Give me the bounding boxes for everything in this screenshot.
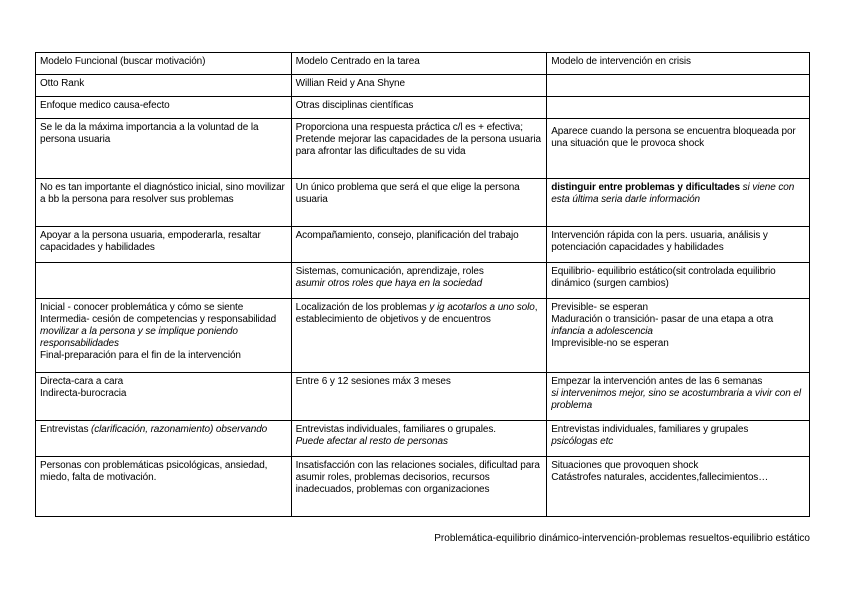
table-cell: Enfoque medico causa-efecto bbox=[36, 97, 292, 119]
cell-line: Indirecta-burocracia bbox=[40, 388, 127, 399]
table-row bbox=[36, 263, 810, 299]
table-row bbox=[36, 457, 810, 517]
plain-text: Localización de los problemas bbox=[295, 302, 430, 313]
table-cell bbox=[36, 421, 292, 457]
cell-line: Entrevistas individuales, familiares o grupales. bbox=[295, 424, 496, 435]
table-row bbox=[36, 97, 810, 119]
italic-text: psicólogas etc bbox=[551, 436, 614, 447]
table-cell: Se le da la máxima importancia a la voluntad de la persona usuaria bbox=[36, 119, 292, 179]
table-cell bbox=[291, 299, 547, 373]
cell-line: Imprevisible-no se esperan bbox=[551, 338, 669, 349]
table-row bbox=[36, 75, 810, 97]
comparison-table bbox=[35, 52, 810, 517]
table-row bbox=[36, 227, 810, 263]
table-cell bbox=[547, 299, 810, 373]
table-row bbox=[36, 53, 810, 75]
cell-line: Situaciones que provoquen shock bbox=[551, 460, 699, 471]
italic-text: Puede afectar al resto de personas bbox=[295, 436, 448, 447]
bold-text: distinguir entre problemas y dificultades bbox=[551, 182, 740, 193]
table-cell bbox=[547, 97, 810, 119]
cell-line bbox=[40, 314, 287, 350]
header-cell-crisis: Modelo de intervención en crisis bbox=[547, 53, 810, 75]
plain-text: Maduración o transición- pasar de una etapa a otra bbox=[551, 314, 774, 325]
plain-text: Intermedia- cesión de competencias y responsabilidad bbox=[40, 314, 277, 325]
table-cell: Insatisfacción con las relaciones sociales, dificultad para asumir roles, problemas decisorios, recursos inadecuados, problemas con organizaciones bbox=[291, 457, 547, 517]
italic-text: infancia a adolescencia bbox=[551, 326, 653, 337]
table-cell: Acompañamiento, consejo, planificación del trabajo bbox=[291, 227, 547, 263]
table-row bbox=[36, 119, 810, 179]
table-cell bbox=[36, 299, 292, 373]
table-cell bbox=[36, 373, 292, 421]
italic-text: movilizar a la persona y se implique poniendo responsabilidades bbox=[40, 326, 238, 349]
cell-line-italic bbox=[296, 278, 543, 290]
table-cell bbox=[547, 421, 810, 457]
table-row bbox=[36, 299, 810, 373]
table-cell: Equilibrio- equilibrio estático(sit controlada equilibrio dinámico (surgen cambios) bbox=[547, 263, 810, 299]
cell-line: Directa-cara a cara bbox=[40, 376, 124, 387]
italic-text: asumir otros roles que haya en la sociedad bbox=[295, 278, 483, 289]
table-cell bbox=[36, 263, 292, 299]
cell-line: Final-preparación para el fin de la intervención bbox=[40, 350, 241, 361]
cell-line: Previsible- se esperan bbox=[551, 302, 648, 313]
table-cell bbox=[291, 421, 547, 457]
italic-text: (clarificación, razonamiento) observando bbox=[91, 424, 268, 435]
cell-line: Catástrofes naturales, accidentes,fallecimientos… bbox=[551, 472, 769, 483]
table-cell: Un único problema que será el que elige la persona usuaria bbox=[291, 179, 547, 227]
table-cell: Personas con problemáticas psicológicas, ansiedad, miedo, falta de motivación. bbox=[36, 457, 292, 517]
cell-line: Empezar la intervención antes de las 6 semanas bbox=[551, 376, 763, 387]
table-row bbox=[36, 421, 810, 457]
cell-line-italic bbox=[296, 436, 543, 448]
cell-line bbox=[551, 314, 805, 338]
plain-text: , establecimiento de objetivos y de encuentros bbox=[295, 302, 538, 325]
table-cell: No es tan importante el diagnóstico inicial, sino movilizar a bb la persona para resolver sus problemas bbox=[36, 179, 292, 227]
table-cell: Otto Rank bbox=[36, 75, 292, 97]
table-row bbox=[36, 179, 810, 227]
cell-line-italic bbox=[551, 436, 805, 448]
table-cell bbox=[547, 75, 810, 97]
table-cell: Entre 6 y 12 sesiones máx 3 meses bbox=[291, 373, 547, 421]
table-cell: Intervención rápida con la pers. usuaria, análisis y potenciación capacidades y habilidades bbox=[547, 227, 810, 263]
table-row bbox=[36, 373, 810, 421]
cell-line: Entrevistas individuales, familiares y grupales bbox=[551, 424, 749, 435]
cell-line: Pretende mejorar las capacidades de la persona usuaria para afrontar las dificultades de su vida bbox=[295, 134, 541, 157]
table-cell: Aparece cuando la persona se encuentra bloqueada por una situación que le provoca shock bbox=[547, 119, 810, 179]
cell-line: Inicial - conocer problemática y cómo se siente bbox=[40, 302, 244, 313]
table-cell bbox=[547, 373, 810, 421]
cell-line: Sistemas, comunicación, aprendizaje, roles bbox=[295, 266, 484, 277]
table-cell bbox=[291, 263, 547, 299]
italic-text: y ig acotarlos a uno solo bbox=[429, 302, 535, 313]
footer-note: Problemática-equilibrio dinámico-intervención-problemas resueltos-equilibrio estático bbox=[434, 533, 810, 544]
table-cell: Apoyar a la persona usuaria, empoderarla, resaltar capacidades y habilidades bbox=[36, 227, 292, 263]
plain-text: Entrevistas bbox=[40, 424, 92, 435]
italic-text: si intervenimos mejor, sino se acostumbraria a vivir con el problema bbox=[551, 388, 801, 411]
header-cell-funcional: Modelo Funcional (buscar motivación) bbox=[36, 53, 292, 75]
cell-line-italic bbox=[551, 388, 805, 412]
table-cell bbox=[547, 179, 810, 227]
table-cell bbox=[547, 457, 810, 517]
italic-text: si viene con esta última seria darle información bbox=[551, 182, 795, 205]
table-cell: Willian Reid y Ana Shyne bbox=[291, 75, 547, 97]
table-cell bbox=[291, 119, 547, 179]
header-cell-tarea: Modelo Centrado en la tarea bbox=[291, 53, 547, 75]
cell-line: Proporciona una respuesta práctica c/l es + efectiva; bbox=[295, 122, 523, 133]
table-cell: Otras disciplinas científicas bbox=[291, 97, 547, 119]
